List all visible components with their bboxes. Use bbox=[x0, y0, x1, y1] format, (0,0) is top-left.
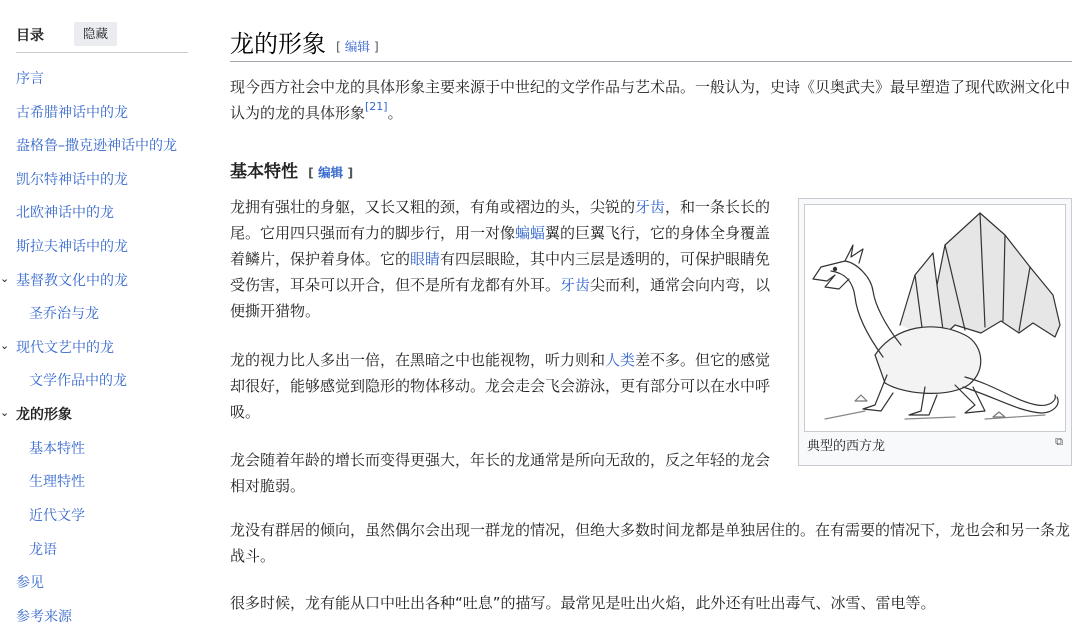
link-human[interactable]: 人类 bbox=[605, 351, 636, 369]
table-of-contents bbox=[0, 0, 200, 644]
toc-item-anglo-saxon[interactable]: 盎格鲁–撒克逊神话中的龙 bbox=[16, 138, 177, 154]
toc-item-christian[interactable]: 基督教文化中的龙 bbox=[16, 273, 128, 289]
intro-text: 现今西方社会中龙的具体形象主要来源于中世纪的文学作品与艺术品。一般认为，史诗《贝奥武夫》最早塑造了现代欧洲文化中认为的龙的具体形象 bbox=[230, 78, 1071, 122]
paragraph-breath: 很多时候，龙有能从口中吐出各种“吐息”的描写。最常见是吐出火焰，此外还有吐出毒气、冰雪、雷电等。 bbox=[230, 594, 936, 612]
text: 尖而利，通常会向内弯，以便撕开猎物。 bbox=[230, 276, 771, 320]
section-heading-text: 龙的形象 bbox=[230, 30, 326, 58]
chevron-down-icon[interactable]: ⌄ bbox=[0, 339, 10, 352]
section-heading bbox=[230, 24, 379, 59]
toc-item-greek[interactable]: 古希腊神话中的龙 bbox=[16, 105, 128, 121]
figure-thumbnail bbox=[798, 198, 1072, 466]
subsection-heading bbox=[230, 157, 353, 182]
link-bat[interactable]: 蝙蝠 bbox=[515, 224, 546, 242]
toc-item-see-also[interactable]: 参见 bbox=[16, 575, 44, 591]
toc-item-dragon-image[interactable]: 龙的形象 bbox=[16, 407, 72, 423]
dragon-drawing bbox=[805, 205, 1065, 431]
toc-item-dragon-language[interactable]: 龙语 bbox=[29, 542, 57, 558]
text: ，和一条长长的尾。它用四只强而有力的脚步行，用一对像 bbox=[230, 198, 771, 242]
edit-link[interactable]: 编辑 bbox=[318, 165, 344, 180]
enlarge-icon[interactable]: ⧉ bbox=[1055, 435, 1063, 448]
toc-item-st-george[interactable]: 圣乔治与龙 bbox=[29, 306, 99, 322]
text: 翼的巨翼飞行，它的身体全身覆盖着鳞片，保护着身体。它的 bbox=[230, 224, 771, 268]
text: 龙的视力比人多出一倍，在黑暗之中也能视物，听力则和 bbox=[230, 351, 606, 369]
chevron-down-icon[interactable]: ⌄ bbox=[0, 272, 10, 285]
toc-item-norse[interactable]: 北欧神话中的龙 bbox=[16, 205, 114, 221]
edit-section: [ 编辑 ] bbox=[336, 38, 379, 54]
link-eye[interactable]: 眼睛 bbox=[410, 250, 441, 268]
intro-end: 。 bbox=[387, 104, 403, 122]
intro-paragraph bbox=[230, 74, 1072, 126]
toc-item-celtic[interactable]: 凯尔特神话中的龙 bbox=[16, 172, 128, 188]
toc-item-physiology[interactable]: 生理特性 bbox=[29, 474, 85, 490]
toc-item-literature[interactable]: 文学作品中的龙 bbox=[29, 373, 127, 389]
paragraph-age: 龙会随着年龄的增长而变得更强大，年长的龙通常是所向无敌的，反之年轻的龙会相对脆弱。 bbox=[230, 451, 771, 495]
paragraph-senses bbox=[230, 347, 772, 425]
figure-caption: 典型的西方龙 bbox=[807, 439, 886, 454]
heading-divider bbox=[230, 61, 1072, 62]
toc-title: 目录 bbox=[16, 28, 44, 44]
toc-item-basic-traits[interactable]: 基本特性 bbox=[29, 441, 85, 457]
toc-item-preface[interactable]: 序言 bbox=[16, 71, 44, 87]
toc-item-slavic[interactable]: 斯拉夫神话中的龙 bbox=[16, 239, 128, 255]
toc-item-references[interactable]: 参考来源 bbox=[16, 609, 72, 625]
toc-item-modern-arts[interactable]: 现代文艺中的龙 bbox=[16, 340, 114, 356]
edit-subsection: [ 编辑 ] bbox=[308, 165, 354, 180]
link-teeth-2[interactable]: 牙齿 bbox=[560, 276, 591, 294]
edit-link[interactable]: 编辑 bbox=[344, 38, 370, 54]
dragon-illustration[interactable] bbox=[804, 204, 1066, 432]
toc-header bbox=[16, 22, 188, 53]
text: 有四层眼睑，其中内三层是透明的，可保护眼睛免受伤害，耳朵可以开合，但不是所有龙都有外耳。 bbox=[230, 250, 771, 294]
text: 龙拥有强壮的身躯，又长又粗的颈，有角或褶边的头，尖锐的 bbox=[230, 198, 636, 216]
toc-hide-button[interactable]: 隐藏 bbox=[74, 22, 117, 46]
paragraph-body-traits bbox=[230, 194, 772, 324]
toc-item-modern-literature[interactable]: 近代文学 bbox=[29, 508, 85, 524]
chevron-down-icon[interactable]: ⌄ bbox=[0, 406, 10, 419]
text: 差不多。但它的感觉却很好，能够感觉到隐形的物体移动。龙会走会飞会游泳，更有部分可以在水中呼吸。 bbox=[230, 351, 771, 421]
reference-link[interactable]: [21] bbox=[365, 100, 388, 113]
paragraph-solitary: 龙没有群居的倾向，虽然偶尔会出现一群龙的情况，但绝大多数时间龙都是单独居住的。在有需要的情况下，龙也会和另一条龙战斗。 bbox=[230, 521, 1071, 565]
link-teeth[interactable]: 牙齿 bbox=[635, 198, 666, 216]
subsection-heading-text: 基本特性 bbox=[230, 162, 298, 182]
